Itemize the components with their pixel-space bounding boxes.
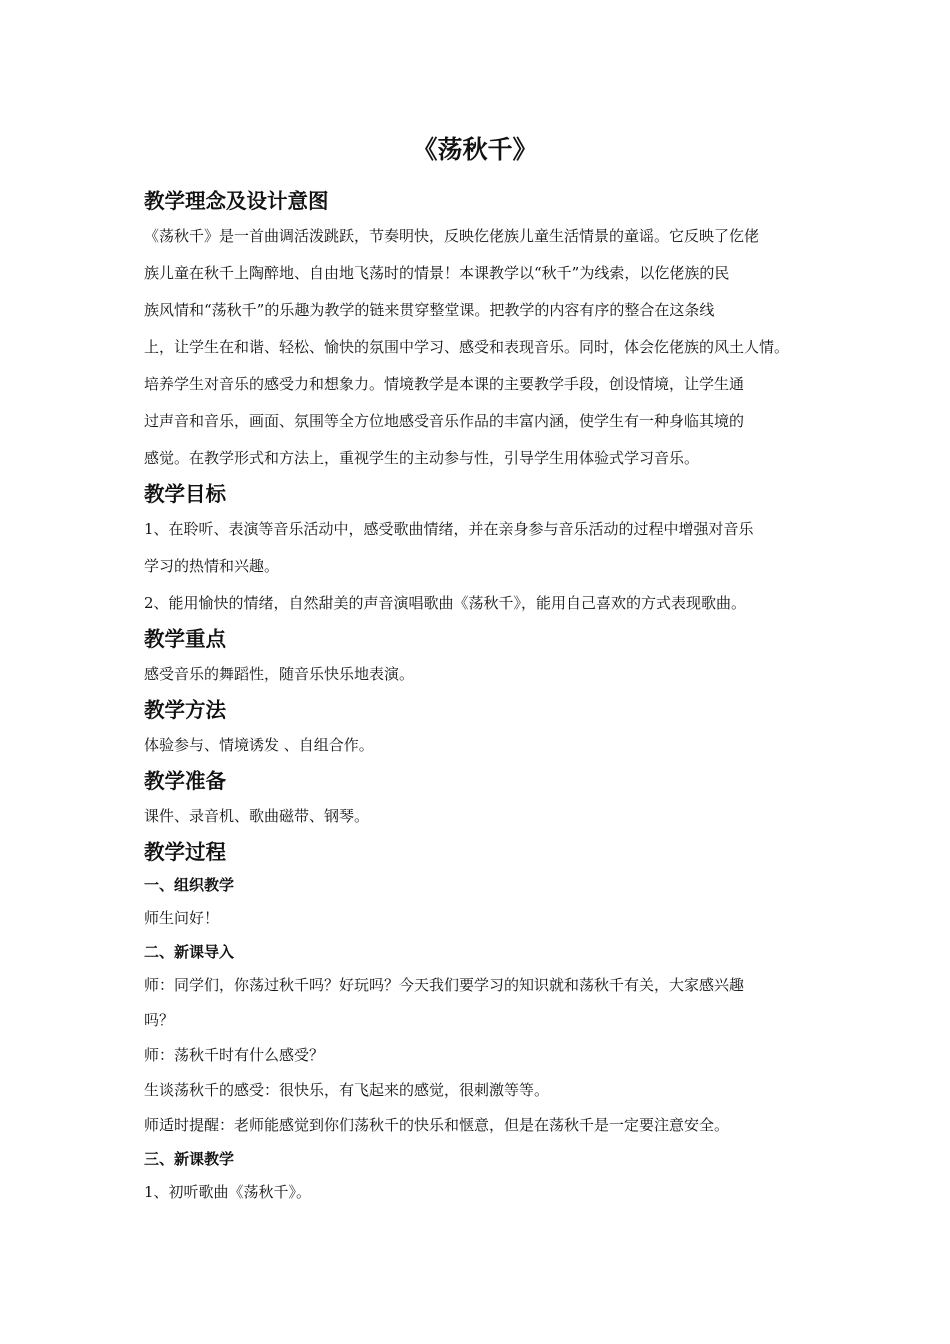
text-line: 体验参与、情境诱发 、自组合作。 bbox=[144, 736, 374, 754]
text-line: 师：荡秋千时有什么感受？ bbox=[144, 1046, 325, 1064]
section-heading-concept: 教学理念及设计意图 bbox=[144, 189, 329, 213]
step2-paragraph bbox=[144, 968, 816, 1143]
step-heading-organize: 一、组织教学 bbox=[144, 876, 235, 894]
text-line: 师生问好！ bbox=[144, 909, 220, 927]
focus-paragraph bbox=[144, 656, 816, 693]
step1-paragraph bbox=[144, 901, 816, 936]
text-line: 生谈荡秋千的感受：很快乐，有飞起来的感觉，很刺激等等。 bbox=[144, 1081, 550, 1099]
document-title: 《荡秋千》 bbox=[412, 135, 538, 164]
text-line: 族风情和“荡秋千”的乐趣为教学的链来贯穿整堂课。把教学的内容有序的整合在这条线 bbox=[144, 301, 715, 319]
text-line: 上，让学生在和谐、轻松、愉快的氛围中学习、感受和表现音乐。同时，体会仡佬族的风土人情。 bbox=[144, 338, 790, 356]
text-line: 培养学生对音乐的感受力和想象力。情境教学是本课的主要教学手段，创设情境，让学生通 bbox=[144, 375, 745, 393]
text-line: 师：同学们，你荡过秋千吗？好玩吗？今天我们要学习的知识就和荡秋千有关，大家感兴趣 bbox=[144, 976, 745, 994]
step3-paragraph bbox=[144, 1175, 816, 1210]
concept-paragraph bbox=[144, 218, 816, 477]
text-line: 过声音和音乐，画面、氛围等全方位地感受音乐作品的丰富内涵，使学生有一种身临其境的 bbox=[144, 412, 745, 430]
section-heading-goals: 教学目标 bbox=[144, 482, 226, 506]
goals-paragraph bbox=[144, 511, 816, 622]
text-line: 1、初听歌曲《荡秋千》。 bbox=[144, 1183, 312, 1201]
text-line: 族儿童在秋千上陶醉地、自由地飞荡时的情景！本课教学以“秋千”为线索，以仡佬族的民 bbox=[144, 264, 730, 282]
text-line: 课件、录音机、歌曲磁带、钢琴。 bbox=[144, 807, 370, 825]
text-line: 吗？ bbox=[144, 1011, 175, 1029]
text-line: 感受音乐的舞蹈性，随音乐快乐地表演。 bbox=[144, 665, 415, 683]
text-line: 2、能用愉快的情绪，自然甜美的声音演唱歌曲《荡秋千》，能用自己喜欢的方式表现歌曲。 bbox=[144, 594, 747, 612]
methods-paragraph bbox=[144, 727, 816, 764]
text-line: 感觉。在教学形式和方法上，重视学生的主动参与性，引导学生用体验式学习音乐。 bbox=[144, 449, 700, 467]
section-heading-focus: 教学重点 bbox=[144, 627, 226, 651]
text-line: 学习的热情和兴趣。 bbox=[144, 557, 280, 575]
section-heading-prep: 教学准备 bbox=[144, 769, 226, 793]
prep-paragraph bbox=[144, 798, 816, 835]
section-heading-process: 教学过程 bbox=[144, 840, 226, 864]
step-heading-new-lesson: 三、新课教学 bbox=[144, 1150, 235, 1168]
text-line: 师适时提醒：老师能感觉到你们荡秋千的快乐和惬意，但是在荡秋千是一定要注意安全。 bbox=[144, 1116, 730, 1134]
step-heading-intro: 二、新课导入 bbox=[144, 943, 235, 961]
document-body bbox=[144, 184, 816, 1210]
section-heading-methods: 教学方法 bbox=[144, 698, 226, 722]
text-line: 《荡秋千》是一首曲调活泼跳跃，节奏明快，反映仡佬族儿童生活情景的童谣。它反映了仡佬 bbox=[144, 227, 760, 245]
text-line: 1、在聆听、表演等音乐活动中，感受歌曲情绪，并在亲身参与音乐活动的过程中增强对音乐 bbox=[144, 520, 754, 538]
